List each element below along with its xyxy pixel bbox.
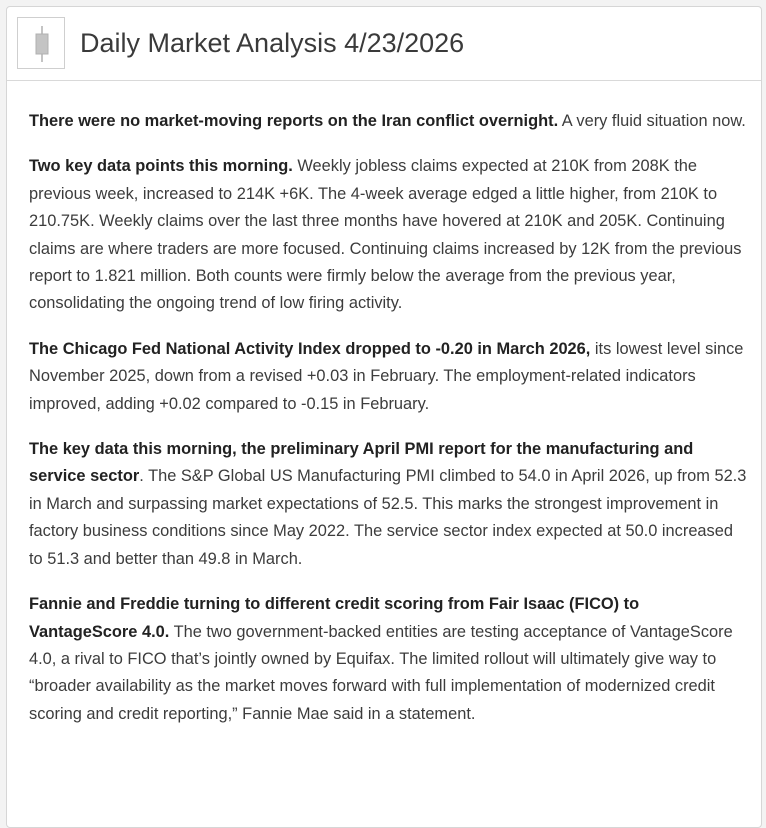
paragraph-text: Weekly jobless claims expected at 210K from 208K the previous week, increased to 214K +6K. The 4-week average edged a little higher, from 210K to 210.75K. Weekly claims over the last three months have hovered at 210K and 205K. Continuing claims are where traders are more focused. Continuing claims increased by 12K from the previous report to 1.821 million. Both counts were firmly below the average from the previous year, consolidating the ongoing trend of low firing activity. (29, 157, 742, 313)
paragraph-lead: There were no market-moving reports on the Iran conflict overnight. (29, 112, 559, 130)
paragraph-lead: The Chicago Fed National Activity Index dropped to -0.20 in March 2026, (29, 339, 591, 358)
paragraph-text: The two government-backed entities are testing acceptance of VantageScore 4.0, a rival to FICO that’s jointly owned by Equifax. The limited rollout will ultimately give way to “broader availability as the market moves forward with full implementation of modernized credit scoring and credit reporting,” Fannie Mae said in a statement. (29, 622, 733, 723)
paragraph-text: A very fluid situation now. (558, 112, 746, 130)
paragraph-text: its lowest level since November 2025, down from a revised +0.03 in February. The employment-related indicators improved, adding +0.02 compared to -0.15 in February. (29, 339, 744, 413)
article-body (29, 108, 747, 746)
paragraph-text: . The S&P Global US Manufacturing PMI climbed to 54.0 in April 2026, up from 52.3 in March and surpassing market expectations of 52.5. This marks the strongest improvement in factory business conditions since May 2022. The service sector index expected at 50.0 increased to 51.3 and better than 49.8 in March. (29, 467, 747, 568)
page-title: Daily Market Analysis 4/23/2026 (80, 28, 465, 58)
article-panel (6, 6, 762, 828)
paragraph-pmi (29, 436, 747, 573)
candlestick-chart-icon (17, 17, 65, 69)
paragraph-jobless-claims (29, 153, 747, 317)
paragraph-lead: The key data this morning, the preliminary April PMI report for the manufacturing and service sector (29, 440, 694, 486)
paragraph-fannie-freddie (29, 591, 747, 728)
paragraph-iran (29, 108, 747, 135)
article-header (7, 7, 761, 81)
paragraph-lead: Two key data points this morning. (29, 157, 293, 176)
paragraph-lead: Fannie and Freddie turning to different credit scoring from Fair Isaac (FICO) to VantageScore 4.0. (29, 595, 640, 641)
paragraph-chicago-fed (29, 336, 747, 418)
